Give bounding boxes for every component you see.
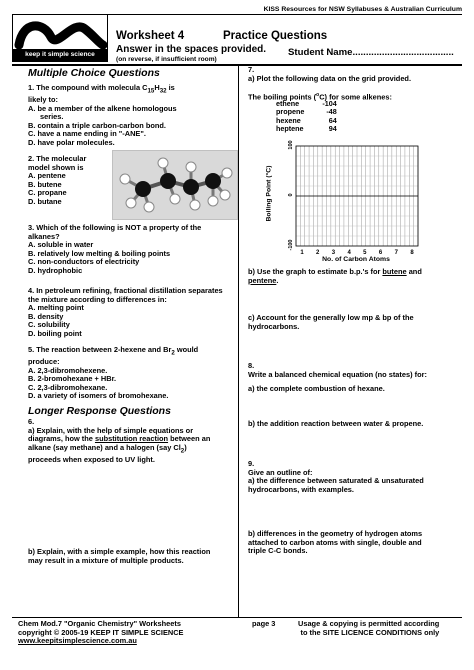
x-tick-label: 6 xyxy=(378,250,383,256)
graph-ylabel: Boiling Point (°C) xyxy=(265,165,273,222)
question-4: 4. In petroleum refining, fractional distillation separates the mixture according to differences in: A. melting point B. density C. solubility D. boiling point xyxy=(28,287,236,339)
q2-option-b[interactable]: B. butene xyxy=(28,179,62,189)
kiss-logo xyxy=(12,14,108,62)
footer-right: Usage & copying is permitted according to the SITE LICENCE CONDITIONS only xyxy=(298,619,440,637)
question-8: 8. Write a balanced chemical equation (no states) for: a) the complete combustion of hexane. xyxy=(248,361,427,394)
question-7c: c) Account for the generally low mp & bp of the hydrocarbons. xyxy=(248,313,414,331)
molecular-model-image xyxy=(112,150,238,220)
x-tick-label: 8 xyxy=(410,250,414,256)
question-7b: b) Use the graph to estimate b.p.'s for butene and pentene. xyxy=(248,267,422,285)
student-name-field[interactable]: Student Name...................................... xyxy=(288,47,454,58)
practice-title: Practice Questions xyxy=(223,30,328,42)
q3-option-d[interactable]: D. hydrophobic xyxy=(28,265,83,275)
x-tick-label: 4 xyxy=(347,250,351,256)
q2-option-a[interactable]: A. pentene xyxy=(28,171,66,181)
q2-option-c[interactable]: C. propane xyxy=(28,188,67,198)
graph-xlabel: No. of Carbon Atoms xyxy=(322,256,390,263)
question-9a: 9. Give an outline of: a) the difference between saturated & unsaturated hydrocarbons, with examples. xyxy=(248,459,424,494)
page-number: page 3 xyxy=(252,619,276,628)
question-3: 3. Which of the following is NOT a property of the alkanes? A. soluble in water B. relatively low melting & boiling points C. non-conductors of electricity D. hydrophobic xyxy=(28,224,234,276)
q3-option-a[interactable]: A. soluble in water xyxy=(28,240,94,250)
y-tick-label: -100 xyxy=(288,239,294,251)
table-row: propene -48 xyxy=(276,107,337,117)
q1-option-a[interactable]: A. be a member of the alkene homologous xyxy=(28,103,177,113)
x-tick-label: 7 xyxy=(394,250,398,256)
q5-option-c[interactable]: C. 2,3-dibromohexane. xyxy=(28,382,108,392)
x-tick-label: 1 xyxy=(300,250,304,256)
question-5: 5. The reaction between 2-hexene and $Br_2$ would produce: A. 2,3-dibromohexene. B. 2-bromohexane + HBr. C. 2,3-dibromohexane. D. a variety of isomers of bromohexane. xyxy=(28,346,236,401)
q1-option-c[interactable]: C. have a name ending in "-ANE". xyxy=(28,129,146,139)
q4-option-b[interactable]: B. density xyxy=(28,311,64,321)
question-7a: 7. a) Plot the following data on the grid provided. The boiling points ($^o$C) for some alkenes: xyxy=(248,65,412,102)
question-6b: b) Explain, with a simple example, how this reaction may result in a mixture of multiple products. xyxy=(28,547,211,565)
boiling-point-graph[interactable] xyxy=(276,138,426,262)
table-row: heptene 94 xyxy=(276,124,337,134)
question-8b: b) the addition reaction between water & propene. xyxy=(248,419,424,428)
lr-section-title: Longer Response Questions xyxy=(28,405,171,417)
worksheet-title: Worksheet 4 xyxy=(116,30,185,42)
q4-option-c[interactable]: C. solubility xyxy=(28,320,70,330)
y-tick-label: 100 xyxy=(288,140,294,150)
q3-option-b[interactable]: B. relatively low melting & boiling points xyxy=(28,248,171,258)
reverse-note: (on reverse, if insufficient room) xyxy=(116,56,217,63)
x-tick-label: 2 xyxy=(316,250,320,256)
mc-section-title: Multiple Choice Questions xyxy=(28,67,160,79)
column-divider xyxy=(238,65,239,617)
q4-option-d[interactable]: D. boiling point xyxy=(28,328,82,338)
table-row: ethene -104 xyxy=(276,99,337,108)
question-1: 1. The compound with molecula $C_{15}H_{32}$ is likely to: A. be a member of the alkene homologous series. B. contain a triple carbon-carbon bond. C. have a name ending in "-ANE". D. have polar molecules. xyxy=(28,84,234,148)
header-rule xyxy=(12,14,462,15)
q1-option-b[interactable]: B. contain a triple carbon-carbon bond. xyxy=(28,120,166,130)
q3-option-c[interactable]: C. non-conductors of electricity xyxy=(28,257,140,267)
footer-rule xyxy=(12,617,462,618)
question-9b: b) differences in the geometry of hydrogen atoms attached to carbon atoms with single, double and triple C-C bonds. xyxy=(248,529,423,556)
q1-option-d[interactable]: D. have polar molecules. xyxy=(28,138,115,148)
graph-ylabel-wrap xyxy=(262,150,276,244)
website-link[interactable]: www.keepitsimplescience.com.au xyxy=(18,636,137,646)
logo-swirl-graphic xyxy=(13,15,107,49)
logo-text: keep it simple science xyxy=(13,49,107,61)
boiling-points-table xyxy=(276,100,341,134)
q4-option-a[interactable]: A. melting point xyxy=(28,303,84,313)
footer-left: Chem Mod.7 "Organic Chemistry" Worksheets copyright © 2005-19 KEEP IT SIMPLE SCIENCE www.keepitsimplescience.com.au xyxy=(18,619,184,646)
kiss-resources-text: KISS Resources for NSW Syllabuses & Australian Curriculum xyxy=(263,6,462,13)
x-tick-label: 3 xyxy=(331,250,336,256)
q5-option-d[interactable]: D. a variety of isomers of bromohexane. xyxy=(28,391,169,401)
question-6a: 6. a) Explain, with the help of simple equations or diagrams, how the substitution reaction between an alkane (say methane) and a halogen (say $Cl_2$) proceeds when exposed to UV light. xyxy=(28,417,211,464)
answer-instructions: Answer in the spaces provided. xyxy=(116,44,267,55)
q2-option-d[interactable]: D. butane xyxy=(28,196,62,206)
x-tick-label: 5 xyxy=(363,250,367,256)
q5-option-a[interactable]: A. 2,3-dibromohexene. xyxy=(28,365,108,375)
q5-option-b[interactable]: B. 2-bromohexane + HBr. xyxy=(28,374,117,384)
table-row: hexene 64 xyxy=(276,115,337,125)
question-2: 2. The molecular model shown is A. pentene B. butene C. propane D. butane xyxy=(28,155,112,207)
y-tick-label: 0 xyxy=(288,193,294,197)
